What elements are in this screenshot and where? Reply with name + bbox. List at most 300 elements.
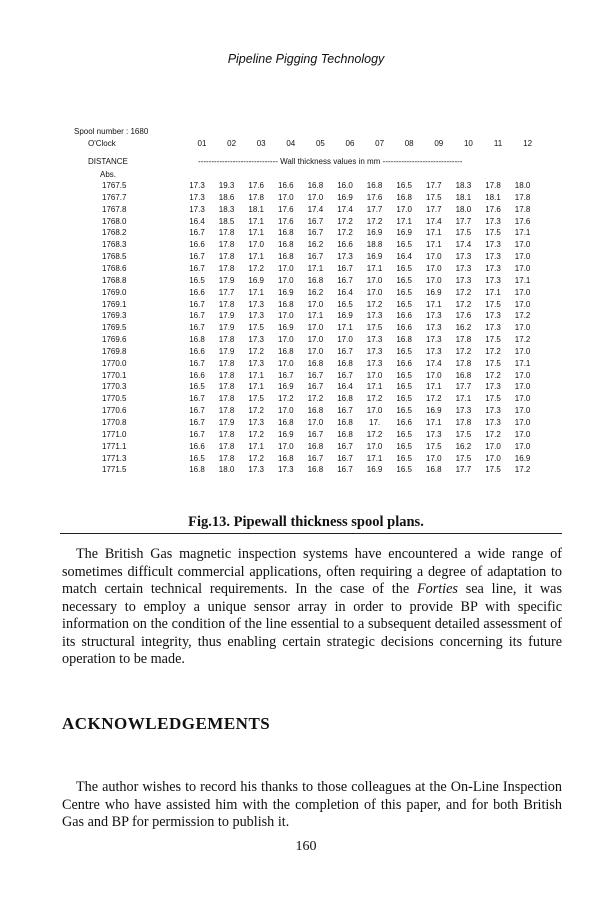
thickness-value: 17.5: [455, 453, 472, 463]
thickness-value: 17.3: [248, 335, 264, 345]
thickness-value: 17.1: [337, 323, 353, 333]
thickness-value: 17.3: [248, 299, 264, 309]
thickness-value: 16.8: [278, 252, 294, 262]
thickness-value: 16.8: [337, 358, 353, 368]
thickness-value: 17.0: [337, 335, 353, 345]
thickness-value: 17.3: [485, 263, 501, 273]
thickness-value: 16.8: [189, 465, 205, 475]
thickness-value: 17.6: [278, 216, 294, 226]
thickness-value: 17.0: [426, 370, 442, 380]
thickness-value: 17.0: [514, 441, 531, 451]
thickness-value: 17.0: [307, 418, 324, 427]
thickness-value: 17.8: [218, 335, 235, 345]
thickness-value: 17.4: [426, 216, 442, 226]
thickness-value: 17.3: [248, 418, 264, 427]
thickness-value: 16.6: [189, 287, 205, 297]
thickness-value: 17.1: [248, 252, 264, 262]
thickness-value: 17.0: [307, 299, 324, 309]
thickness-value: 17.1: [248, 216, 264, 226]
thickness-value: 16.7: [189, 358, 205, 368]
distance-value: 1770.5: [102, 394, 127, 404]
thickness-value: 17.8: [455, 358, 472, 368]
distance-value: 1768.3: [102, 240, 127, 250]
thickness-value: 17.0: [514, 252, 531, 262]
thickness-value: 19.3: [218, 181, 235, 190]
caption-rule: [60, 533, 562, 534]
thickness-value: 16.9: [514, 453, 531, 463]
thickness-value: 16.5: [396, 299, 412, 309]
clock-position: 08: [404, 139, 414, 148]
thickness-value: 17.3: [189, 192, 205, 202]
distance-value: 1771.5: [102, 465, 127, 475]
thickness-value: 18.1: [455, 192, 472, 202]
distance-value: 1771.0: [102, 429, 127, 439]
thickness-value: 16.8: [396, 335, 412, 345]
thickness-value: 16.8: [337, 418, 353, 427]
table-row: [0, 394, 612, 404]
distance-value: 1768.5: [102, 252, 127, 262]
clock-position: 03: [256, 139, 266, 148]
thickness-value: 17.0: [278, 311, 294, 321]
table-row: [0, 347, 612, 357]
thickness-value: 16.7: [337, 275, 353, 285]
thickness-value: 18.0: [218, 465, 235, 475]
table-row: [0, 300, 612, 310]
thickness-value: 17.1: [248, 382, 264, 392]
thickness-value: 17.2: [248, 263, 264, 273]
thickness-value: 17.1: [366, 453, 383, 463]
thickness-value: 16.6: [189, 240, 205, 250]
thickness-value: 16.4: [337, 382, 353, 392]
thickness-value: 17.3: [485, 406, 501, 416]
thickness-value: 17.8: [218, 394, 235, 404]
thickness-value: 17.7: [455, 382, 472, 392]
thickness-value: 16.6: [396, 323, 412, 333]
thickness-value: 16.4: [189, 216, 205, 226]
table-row: [0, 276, 612, 286]
thickness-value: 17.0: [514, 263, 531, 273]
thickness-value: 16.2: [455, 323, 472, 333]
thickness-value: 16.8: [307, 181, 324, 190]
table-row: [0, 442, 612, 452]
distance-value: 1767.8: [102, 204, 127, 214]
distance-value: 1768.8: [102, 275, 127, 285]
thickness-value: 16.8: [426, 465, 442, 475]
distance-value: 1767.7: [102, 192, 127, 202]
thickness-value: 17.0: [426, 252, 442, 262]
thickness-value: 17.8: [218, 252, 235, 262]
thickness-value: 17.5: [485, 358, 501, 368]
thickness-value: 16.9: [426, 287, 442, 297]
thickness-value: 17.5: [485, 335, 501, 345]
thickness-value: 16.7: [189, 299, 205, 309]
thickness-value: 17.8: [514, 204, 531, 214]
thickness-value: 17.1: [426, 299, 442, 309]
thickness-value: 17.0: [485, 441, 501, 451]
thickness-value: 16.8: [278, 346, 294, 356]
thickness-value: 17.2: [366, 394, 383, 404]
thickness-value: 17.3: [366, 346, 383, 356]
thickness-value: 16.7: [278, 370, 294, 380]
thickness-value: 17.3: [426, 335, 442, 345]
thickness-value: 17.1: [248, 370, 264, 380]
clock-position: 11: [493, 139, 503, 148]
thickness-value: 16.8: [307, 441, 324, 451]
thickness-value: 16.8: [278, 299, 294, 309]
thickness-value: 17.0: [514, 429, 531, 439]
thickness-value: 16.4: [337, 287, 353, 297]
thickness-value: 17.2: [248, 453, 264, 463]
thickness-value: 16.9: [337, 311, 353, 321]
figure-caption: Fig.13. Pipewall thickness spool plans.: [188, 514, 424, 530]
thickness-value: 16.7: [337, 465, 353, 475]
thickness-value: 17.5: [485, 299, 501, 309]
thickness-value: 16.7: [337, 453, 353, 463]
thickness-value: 16.5: [396, 287, 412, 297]
thickness-value: 16.9: [278, 287, 294, 297]
thickness-value: 16.8: [307, 406, 324, 416]
abs-label: Abs.: [100, 170, 117, 179]
thickness-value: 17.7: [455, 216, 472, 226]
thickness-value: 17.8: [218, 228, 235, 238]
clock-position: 07: [375, 139, 385, 148]
thickness-value: 17.2: [485, 429, 501, 439]
thickness-value: 17.3: [485, 252, 501, 262]
thickness-value: 16.5: [396, 275, 412, 285]
thickness-value: 17.2: [307, 394, 324, 404]
thickness-value: 17.7: [218, 287, 235, 297]
thickness-value: 17.0: [278, 275, 294, 285]
thickness-value: 17.4: [307, 204, 324, 214]
thickness-value: 17.0: [426, 263, 442, 273]
thickness-value: 16.8: [307, 465, 324, 475]
thickness-value: 17.1: [366, 263, 383, 273]
clock-position: 01: [197, 139, 207, 148]
thickness-value: 17.4: [337, 204, 353, 214]
thickness-value: 16.6: [189, 370, 205, 380]
thickness-value: 16.8: [278, 228, 294, 238]
thickness-value: 17.0: [307, 323, 324, 333]
table-row: [0, 311, 612, 321]
distance-value: 1770.0: [102, 358, 127, 368]
thickness-value: 16.9: [366, 465, 383, 475]
clock-position: 04: [286, 139, 296, 148]
thickness-value: 17.: [369, 418, 381, 427]
thickness-value: 16.6: [396, 311, 412, 321]
thickness-value: 16.7: [189, 311, 205, 321]
table-row: [0, 217, 612, 227]
thickness-value: 16.8: [396, 192, 412, 202]
distance-value: 1768.2: [102, 228, 127, 238]
thickness-value: 16.5: [396, 370, 412, 380]
thickness-value: 17.0: [278, 406, 294, 416]
thickness-value: 18.8: [366, 240, 383, 250]
thickness-value: 17.3: [248, 358, 264, 368]
thickness-value: 16.0: [337, 181, 353, 190]
thickness-value: 17.0: [396, 204, 412, 214]
thickness-value: 16.6: [396, 418, 412, 427]
thickness-value: 17.0: [366, 275, 383, 285]
distance-value: 1771.3: [102, 453, 127, 463]
thickness-value: 17.8: [218, 240, 235, 250]
thickness-value: 16.4: [396, 252, 412, 262]
thickness-value: 17.3: [426, 429, 442, 439]
thickness-value: 17.0: [514, 240, 531, 250]
clock-position: 09: [434, 139, 444, 148]
thickness-value: 17.8: [218, 429, 235, 439]
clock-position: 12: [523, 139, 533, 148]
thickness-value: 16.7: [189, 429, 205, 439]
thickness-value: 17.0: [514, 323, 531, 333]
table-row: [0, 359, 612, 369]
thickness-value: 16.5: [189, 382, 205, 392]
distance-value: 1771.1: [102, 441, 127, 451]
thickness-value: 16.5: [189, 275, 205, 285]
thickness-value: 17.8: [218, 382, 235, 392]
distance-value: 1769.5: [102, 323, 127, 333]
thickness-value: 16.5: [396, 181, 412, 190]
thickness-value: 17.5: [485, 465, 501, 475]
thickness-value: 16.5: [396, 406, 412, 416]
thickness-value: 17.5: [485, 394, 501, 404]
distance-value: 1768.0: [102, 216, 127, 226]
thickness-value: 16.7: [337, 441, 353, 451]
thickness-value: 16.7: [189, 323, 205, 333]
thickness-value: 17.1: [514, 228, 531, 238]
distance-value: 1770.1: [102, 370, 127, 380]
oclock-label: O'Clock: [88, 139, 116, 148]
thickness-value: 16.5: [396, 453, 412, 463]
thickness-value: 17.8: [218, 263, 235, 273]
table-row: [0, 418, 612, 428]
thickness-value: 18.0: [514, 181, 531, 190]
thickness-value: 16.9: [366, 228, 383, 238]
thickness-value: 17.0: [426, 453, 442, 463]
thickness-value: 16.7: [307, 453, 324, 463]
thickness-value: 17.8: [248, 192, 264, 202]
thickness-value: 17.2: [426, 394, 442, 404]
thickness-value: 17.0: [514, 370, 531, 380]
thickness-value: 16.5: [396, 394, 412, 404]
thickness-value: 17.3: [426, 311, 442, 321]
thickness-value: 16.9: [426, 406, 442, 416]
spool-number-label: Spool number : 1680: [74, 127, 149, 136]
distance-value: 1769.8: [102, 346, 127, 356]
thickness-value: 17.5: [485, 228, 501, 238]
thickness-value: 17.2: [485, 346, 501, 356]
thickness-value: 16.5: [396, 263, 412, 273]
thickness-value: 17.3: [485, 311, 501, 321]
thickness-value: 17.6: [455, 311, 472, 321]
thickness-value: 17.0: [278, 441, 294, 451]
thickness-value: 16.8: [307, 358, 324, 368]
thickness-value: 17.3: [485, 216, 501, 226]
thickness-value: 16.7: [337, 263, 353, 273]
thickness-value: 16.7: [337, 346, 353, 356]
thickness-value: 17.5: [426, 441, 442, 451]
table-row: [0, 371, 612, 381]
table-row: [0, 228, 612, 238]
table-row: [0, 240, 612, 250]
thickness-value: 16.7: [307, 382, 324, 392]
thickness-value: 17.3: [189, 181, 205, 190]
thickness-value: 16.5: [396, 441, 412, 451]
thickness-value: 16.7: [307, 228, 324, 238]
table-row: [0, 382, 612, 392]
thickness-value: 17.3: [485, 275, 501, 285]
thickness-value: 16.7: [307, 370, 324, 380]
thickness-value: 17.0: [514, 406, 531, 416]
thickness-value: 16.9: [278, 323, 294, 333]
wall-thickness-heading: ------------------------------ Wall thickness values in mm ------------------------------: [198, 157, 463, 166]
thickness-value: 18.3: [218, 204, 235, 214]
thickness-value: 17.1: [248, 441, 264, 451]
thickness-value: 17.8: [514, 192, 531, 202]
thickness-value: 16.7: [337, 370, 353, 380]
thickness-value: 17.2: [455, 299, 472, 309]
thickness-value: 17.6: [278, 204, 294, 214]
thickness-value: 17.8: [485, 181, 501, 190]
thickness-value: 16.5: [396, 465, 412, 475]
distance-value: 1769.1: [102, 299, 127, 309]
thickness-value: 16.7: [189, 252, 205, 262]
thickness-value: 17.2: [337, 228, 353, 238]
thickness-value: 17.2: [278, 394, 294, 404]
thickness-value: 16.5: [337, 299, 353, 309]
thickness-value: 16.9: [278, 382, 294, 392]
thickness-value: 17.0: [485, 453, 501, 463]
thickness-value: 17.1: [248, 287, 264, 297]
thickness-value: 17.3: [455, 406, 472, 416]
distance-value: 1767.5: [102, 181, 127, 190]
thickness-value: 17.2: [366, 216, 383, 226]
thickness-value: 17.1: [366, 382, 383, 392]
thickness-value: 17.8: [218, 299, 235, 309]
table-row: [0, 181, 612, 191]
thickness-value: 17.8: [455, 418, 472, 427]
thickness-value: 16.7: [189, 228, 205, 238]
thickness-value: 17.3: [248, 465, 264, 475]
thickness-value: 17.8: [218, 370, 235, 380]
thickness-value: 17.0: [248, 240, 264, 250]
thickness-value: 17.8: [218, 406, 235, 416]
running-head: Pipeline Pigging Technology: [227, 52, 385, 66]
thickness-value: 17.2: [366, 299, 383, 309]
thickness-value: 16.7: [189, 418, 205, 427]
thickness-value: 17.5: [455, 228, 472, 238]
clock-position: 10: [463, 139, 473, 148]
thickness-value: 16.2: [307, 240, 324, 250]
thickness-value: 16.6: [189, 346, 205, 356]
thickness-value: 17.2: [514, 335, 531, 345]
thickness-value: 17.9: [218, 346, 235, 356]
thickness-value: 17.3: [337, 252, 353, 262]
thickness-value: 17.0: [307, 346, 324, 356]
thickness-value: 17.0: [514, 382, 531, 392]
thickness-value: 17.1: [248, 228, 264, 238]
table-row: [0, 335, 612, 345]
thickness-value: 16.8: [337, 429, 353, 439]
thickness-value: 17.3: [455, 263, 472, 273]
thickness-value: 17.2: [366, 429, 383, 439]
thickness-value: 17.1: [307, 263, 324, 273]
clock-position: 06: [345, 139, 355, 148]
thickness-value: 16.9: [366, 252, 383, 262]
distance-value: 1770.3: [102, 382, 127, 392]
thickness-value: 17.2: [514, 311, 531, 321]
thickness-value: 17.5: [248, 323, 264, 333]
thickness-value: 17.2: [248, 406, 264, 416]
body-paragraph-1: The British Gas magnetic inspection systems have encountered a wide range of sometimes difficult commercial applications, often requiring a degree of adaptation to match certain technical requirements. In the case of the Forties sea line, it was necessary to employ a unique sensor array in order to provide BP with specific information on the condition of the line essential to a subsequent detailed assessment of its structural integrity, thus enabling certain strategic decisions concerning its future operation to be made.: [62, 546, 562, 667]
thickness-value: 16.2: [307, 287, 324, 297]
thickness-value: 17.5: [455, 429, 472, 439]
thickness-value: 17.5: [248, 394, 264, 404]
thickness-value: 17.2: [455, 287, 472, 297]
thickness-value: 17.0: [307, 335, 324, 345]
thickness-value: 16.5: [396, 429, 412, 439]
thickness-value: 16.9: [248, 275, 264, 285]
thickness-value: 17.8: [218, 453, 235, 463]
thickness-value: 17.7: [455, 465, 472, 475]
thickness-value: 17.0: [514, 394, 531, 404]
thickness-value: 17.3: [426, 346, 442, 356]
thickness-value: 18.1: [248, 204, 264, 214]
thickness-value: 16.7: [307, 429, 324, 439]
thickness-value: 17.9: [218, 311, 235, 321]
distance-value: 1770.8: [102, 418, 127, 427]
thickness-value: 17.0: [366, 287, 383, 297]
thickness-value: 17.2: [485, 370, 501, 380]
thickness-value: 18.1: [485, 192, 501, 202]
thickness-value: 17.6: [514, 216, 531, 226]
thickness-value: 17.3: [248, 311, 264, 321]
body-paragraph-2: The author wishes to record his thanks to those colleagues at the On-Line Inspection Centre who have assisted him with the completion of this paper, and for both British Gas and BP for permission to publish it.: [62, 779, 562, 830]
thickness-value: 17.3: [485, 323, 501, 333]
thickness-value: 17.3: [366, 311, 383, 321]
thickness-value: 16.5: [189, 453, 205, 463]
thickness-value: 17.9: [218, 275, 235, 285]
table-row: [0, 205, 612, 215]
thickness-value: 17.6: [366, 192, 383, 202]
thickness-value: 18.6: [218, 192, 235, 202]
thickness-value: 16.5: [396, 346, 412, 356]
table-row: [0, 252, 612, 262]
thickness-value: 16.9: [278, 429, 294, 439]
thickness-value: 17.3: [366, 358, 383, 368]
thickness-value: 16.8: [189, 335, 205, 345]
thickness-value: 17.5: [366, 323, 383, 333]
thickness-value: 17.7: [426, 204, 442, 214]
thickness-value: 17.1: [307, 311, 324, 321]
table-row: [0, 193, 612, 203]
thickness-value: 16.8: [337, 394, 353, 404]
thickness-value: 18.0: [455, 204, 472, 214]
distance-value: 1769.0: [102, 287, 127, 297]
distance-value: 1770.6: [102, 406, 127, 416]
table-row: [0, 465, 612, 475]
thickness-value: 17.3: [485, 382, 501, 392]
thickness-value: 17.8: [455, 335, 472, 345]
thickness-value: 17.8: [218, 358, 235, 368]
thickness-value: 17.1: [426, 418, 442, 427]
thickness-value: 17.7: [366, 204, 383, 214]
thickness-value: 17.0: [514, 299, 531, 309]
thickness-value: 17.1: [396, 216, 412, 226]
distance-value: 1769.3: [102, 311, 127, 321]
thickness-value: 16.8: [366, 181, 383, 190]
distance-value: 1769.6: [102, 335, 127, 345]
thickness-value: 17.9: [218, 418, 235, 427]
